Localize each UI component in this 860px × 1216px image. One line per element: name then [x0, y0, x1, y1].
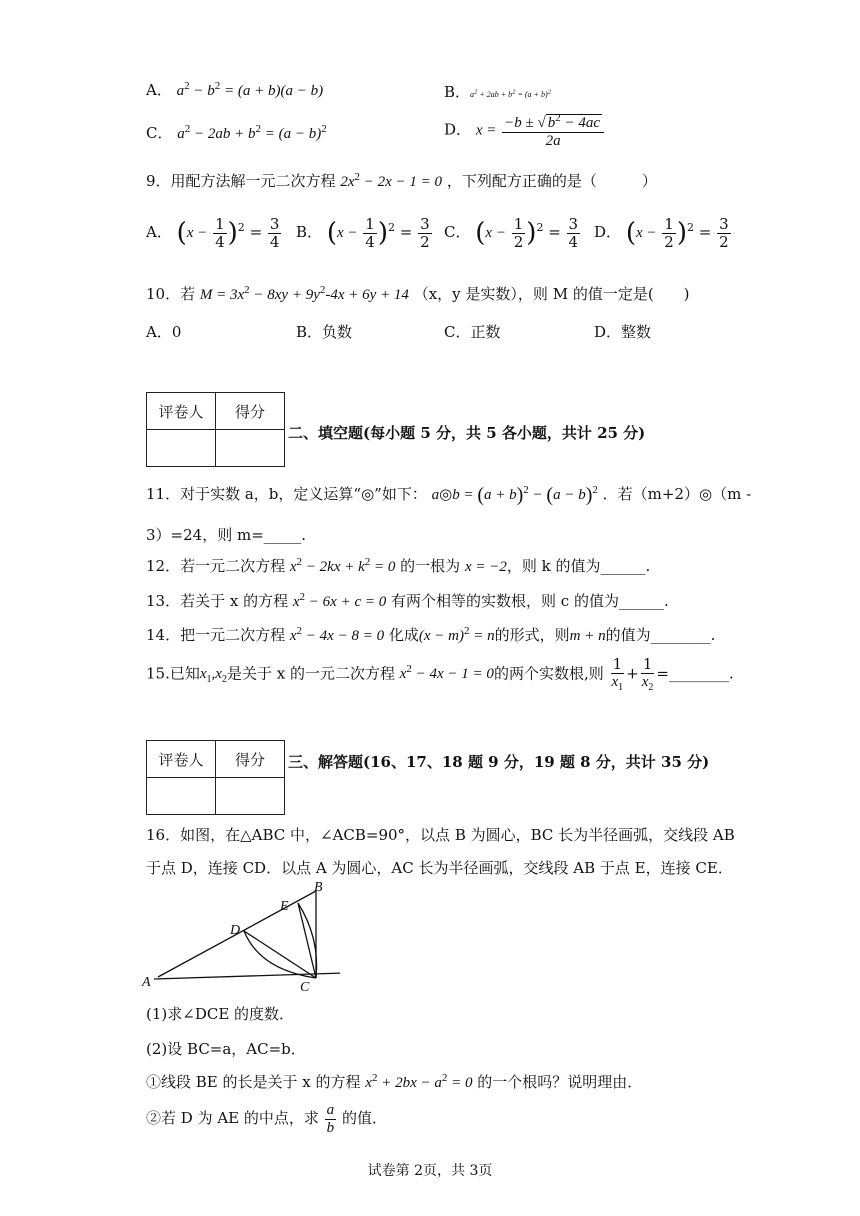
q9-option-d: D． (x − $\frac{1}{2}$ )$^2$ = $\frac{3}{2}$ — [594, 215, 729, 251]
q8-option-c: C． $a^2 - 2ab + b^2 = (a - b)^2$ — [146, 123, 327, 142]
label-c: C — [300, 980, 310, 995]
q8-option-d: D． x = $\frac{-b \pm √ b^2 - 4ac}{2a}$ — [444, 112, 605, 149]
q8-option-a: A． $a^2 - b^2 = (a + b)(a - b)$ — [146, 80, 324, 99]
page-footer: 试卷第 2页，共 3页 — [367, 1163, 493, 1179]
q16-line1: 16．如图，在△ABC 中，∠ACB=90°，以点 B 为圆心，BC 长为半径画弧，交线段 AB — [146, 826, 735, 844]
q9-option-c: C． (x − $\frac{1}{2}$ )$^2$ = $\frac{3}{4}$ — [444, 215, 579, 251]
score-table-section2 — [146, 392, 285, 467]
q16-part1: (1)求∠DCE 的度数． — [146, 1005, 295, 1023]
q15: 15.已知$x_1,x_2$是关于 x 的一元二次方程 $x^2 - 4x - 1 = 0$的两个实数根,则 $\frac{1}{x_1}$ + $\frac{1}{x_2}$ =________. — [146, 655, 734, 693]
section3-title: 三、解答题(16、17、18 题 9 分，19 题 8 分，共计 35 分) — [288, 753, 710, 771]
score-header: 得分 — [216, 393, 285, 430]
q10-option-a: A．0 — [146, 323, 182, 341]
reviewer-header: 评卷人 — [147, 393, 216, 430]
reviewer-header: 评卷人 — [147, 741, 216, 778]
q11-line1: 11．对于实数 a，b，定义运算“◎”如下： a◎b = $(a + b)^2 - (a - b)^2$ ．若（m+2）◎（m - — [146, 484, 752, 507]
reviewer-cell — [147, 430, 216, 467]
label-d: D — [230, 923, 241, 938]
q11-line2: 3）=24，则 m=_____. — [146, 526, 307, 544]
triangle-figure — [140, 878, 340, 996]
q8-option-b: B．$a^2 + 2ab + b^2 = (a + b)^2$ — [444, 83, 551, 101]
label-a: A — [142, 975, 151, 990]
label-e: E — [280, 899, 289, 914]
q16-line2: 于点 D，连接 CD．以点 A 为圆心，AC 长为半径画弧，交线段 AB 于点 E，连接 CE． — [146, 859, 733, 877]
q16-sub2: ②若 D 为 AE 的中点，求 $\frac{a}{b}$ 的值． — [146, 1102, 387, 1136]
q13: 13．若关于 x 的方程 $x^2 - 6x + c = 0$ 有两个相等的实数根，则 c 的值为______. — [146, 591, 669, 610]
q9-option-a: A． (x − $\frac{1}{4}$ )$^2$ = $\frac{3}{4}$ — [146, 215, 280, 251]
q9-stem: 9．用配方法解一元二次方程 $2x^2 - 2x - 1 = 0$ ，下列配方正确的是（ ） — [146, 171, 657, 190]
section2-title: 二、填空题(每小题 5 分，共 5 各小题，共计 25 分) — [288, 424, 646, 442]
score-cell — [216, 778, 285, 815]
reviewer-cell — [147, 778, 216, 815]
score-cell — [216, 430, 285, 467]
segment-cd — [244, 931, 316, 978]
q16-part2: (2)设 BC=a，AC=b． — [146, 1040, 306, 1058]
score-table-section3 — [146, 740, 285, 815]
q14: 14．把一元二次方程 $x^2 - 4x - 8 = 0$ 化成$(x - m)^2 = n$的形式，则m + n的值为________. — [146, 625, 716, 644]
label-b: B — [314, 880, 323, 895]
q10-stem: 10．若 $M = 3x^2 - 8xy + 9y^2-4x + 6y + 14$ （x，y 是实数），则 M 的值一定是( ) — [146, 284, 690, 303]
q9-option-b: B． (x − $\frac{1}{4}$ )$^2$ = $\frac{3}{2}$ — [296, 215, 430, 251]
q16-sub1: ①线段 BE 的长是关于 x 的方程 $x^2 + 2bx - a^2 = 0$ 的一个根吗？说明理由． — [146, 1072, 643, 1091]
score-header: 得分 — [216, 741, 285, 778]
q12: 12．若一元二次方程 $x^2 - 2kx + k^2 = 0$ 的一根为 x = −2，则 k 的值为______. — [146, 556, 651, 575]
q10-option-b: B．负数 — [296, 323, 353, 341]
q10-option-c: C．正数 — [444, 323, 501, 341]
q10-option-d: D．整数 — [594, 323, 652, 341]
